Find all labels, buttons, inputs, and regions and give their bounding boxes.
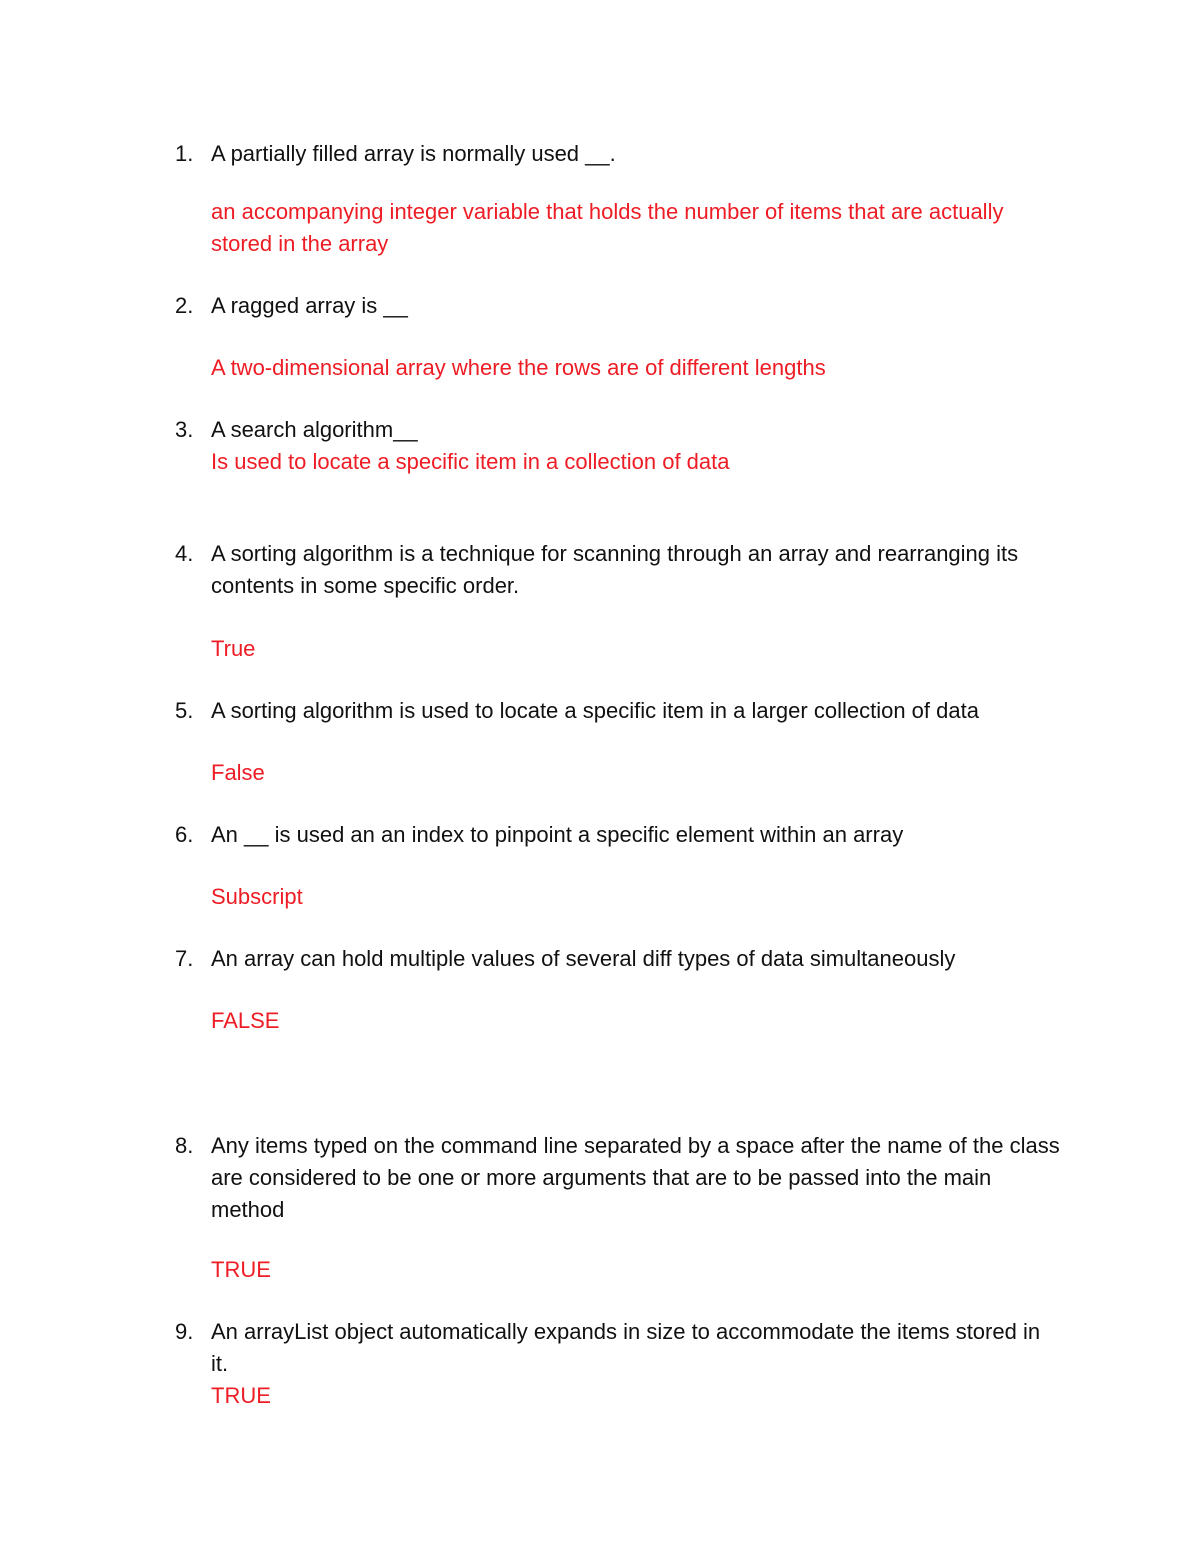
question-text: An arrayList object automatically expands in size to accommodate the items stored in it. bbox=[211, 1319, 1041, 1376]
question-number: 4. bbox=[175, 541, 194, 566]
question-text: A sorting algorithm is a technique for scanning through an array and rearranging its contents in some specific order. bbox=[211, 541, 1019, 598]
question-text: A partially filled array is normally used __. bbox=[211, 141, 616, 166]
answer-text: False bbox=[211, 760, 265, 785]
answer-text: TRUE bbox=[211, 1383, 271, 1408]
answer-text: True bbox=[211, 636, 256, 661]
question-number: 8. bbox=[175, 1133, 194, 1158]
question-number: 6. bbox=[175, 822, 194, 847]
question-text: An array can hold multiple values of several diff types of data simultaneously bbox=[211, 946, 956, 971]
answer-text: Is used to locate a specific item in a collection of data bbox=[211, 449, 730, 474]
question-text: Any items typed on the command line separated by a space after the name of the class are considered to be one or more arguments that are to be passed into the main method bbox=[211, 1133, 1060, 1222]
question-number: 9. bbox=[175, 1319, 194, 1344]
question-text: A search algorithm__ bbox=[211, 417, 418, 442]
question-text: A ragged array is __ bbox=[211, 293, 408, 318]
question-text: A sorting algorithm is used to locate a specific item in a larger collection of data bbox=[211, 698, 979, 723]
question-number: 5. bbox=[175, 698, 194, 723]
answer-text: A two-dimensional array where the rows are of different lengths bbox=[211, 355, 826, 380]
question-number: 3. bbox=[175, 417, 194, 442]
answer-text: FALSE bbox=[211, 1008, 280, 1033]
answer-text: Subscript bbox=[211, 884, 303, 909]
question-number: 7. bbox=[175, 946, 194, 971]
answer-text: TRUE bbox=[211, 1257, 271, 1282]
question-number: 1. bbox=[175, 141, 194, 166]
question-number: 2. bbox=[175, 293, 194, 318]
question-text: An __ is used an an index to pinpoint a specific element within an array bbox=[211, 822, 904, 847]
answer-text: an accompanying integer variable that holds the number of items that are actually stored in the array bbox=[211, 199, 1004, 256]
